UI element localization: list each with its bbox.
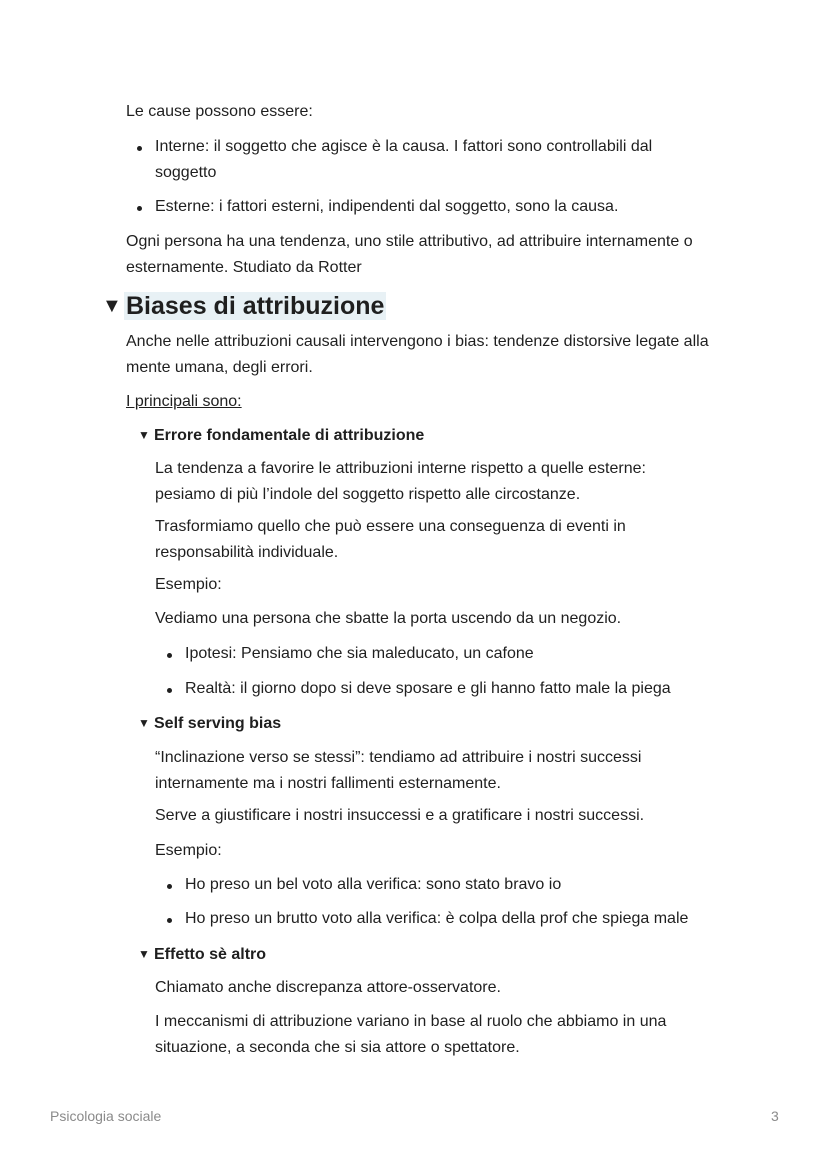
section-intro: Anche nelle attribuzioni causali intervengono i bias: tendenze distorsive legate alla mente umana, degli errori.: [126, 333, 709, 376]
toggle-triangle-icon[interactable]: ▼: [138, 428, 150, 442]
paragraph: I meccanismi di attribuzione variano in base al ruolo che abbiamo in una situazione, a seconda che si sia attore o spettatore.: [155, 1013, 667, 1056]
toggle-triangle-icon[interactable]: ▼: [102, 295, 122, 317]
toggle-title: Errore fondamentale di attribuzione: [154, 427, 425, 444]
paragraph: Vediamo una persona che sbatte la porta uscendo da un negozio.: [155, 610, 622, 627]
bullet-dot: [167, 653, 172, 658]
toggle-triangle-icon[interactable]: ▼: [138, 716, 150, 730]
toggle-title: Effetto sè altro: [154, 946, 267, 963]
footer-page-number: 3: [771, 1108, 779, 1124]
toggle-self-serving-bias[interactable]: [138, 710, 281, 737]
footer-document-title: Psicologia sociale: [50, 1108, 162, 1124]
toggle-title: Self serving bias: [154, 715, 282, 732]
paragraph: La tendenza a favorire le attribuzioni interne rispetto a quelle esterne: pesiamo di più l’indole del soggetto rispetto alle circostanze.: [155, 460, 646, 503]
example-label: Esempio:: [155, 842, 222, 859]
intro-note: Ogni persona ha una tendenza, uno stile attributivo, ad attribuire internamente o esternamente. Studiato da Rotter: [126, 233, 693, 276]
list-item: Ho preso un brutto voto alla verifica: è colpa della prof che spiega male: [185, 910, 689, 927]
list-item: Esterne: i fattori esterni, indipendenti dal soggetto, sono la causa.: [155, 198, 619, 215]
toggle-effetto-se-altro[interactable]: [138, 941, 266, 968]
list-item: Realtà: il giorno dopo si deve sposare e gli hanno fatto male la piega: [185, 680, 671, 697]
section-title: Biases di attribuzione: [126, 292, 385, 320]
paragraph: “Inclinazione verso se stessi”: tendiamo ad attribuire i nostri successi internamente ma i nostri fallimenti esternamente.: [155, 749, 642, 792]
list-item: Ho preso un bel voto alla verifica: sono stato bravo io: [185, 876, 562, 893]
paragraph: Chiamato anche discrepanza attore-osservatore.: [155, 979, 501, 996]
section-heading[interactable]: [102, 290, 386, 322]
bullet-dot: [137, 146, 142, 151]
intro-lead: Le cause possono essere:: [126, 103, 313, 120]
toggle-errore-fondamentale[interactable]: [138, 422, 424, 449]
list-label: I principali sono:: [126, 393, 242, 410]
paragraph: Serve a giustificare i nostri insuccessi e a gratificare i nostri successi.: [155, 807, 645, 824]
paragraph: Trasformiamo quello che può essere una conseguenza di eventi in responsabilità individuale.: [155, 518, 626, 561]
list-item: Interne: il soggetto che agisce è la causa. I fattori sono controllabili dal soggetto: [155, 138, 653, 181]
bullet-dot: [167, 918, 172, 923]
bullet-dot: [137, 206, 142, 211]
bullet-dot: [167, 688, 172, 693]
list-item: Ipotesi: Pensiamo che sia maleducato, un cafone: [185, 645, 534, 662]
toggle-triangle-icon[interactable]: ▼: [138, 947, 150, 961]
example-label: Esempio:: [155, 576, 222, 593]
bullet-dot: [167, 884, 172, 889]
